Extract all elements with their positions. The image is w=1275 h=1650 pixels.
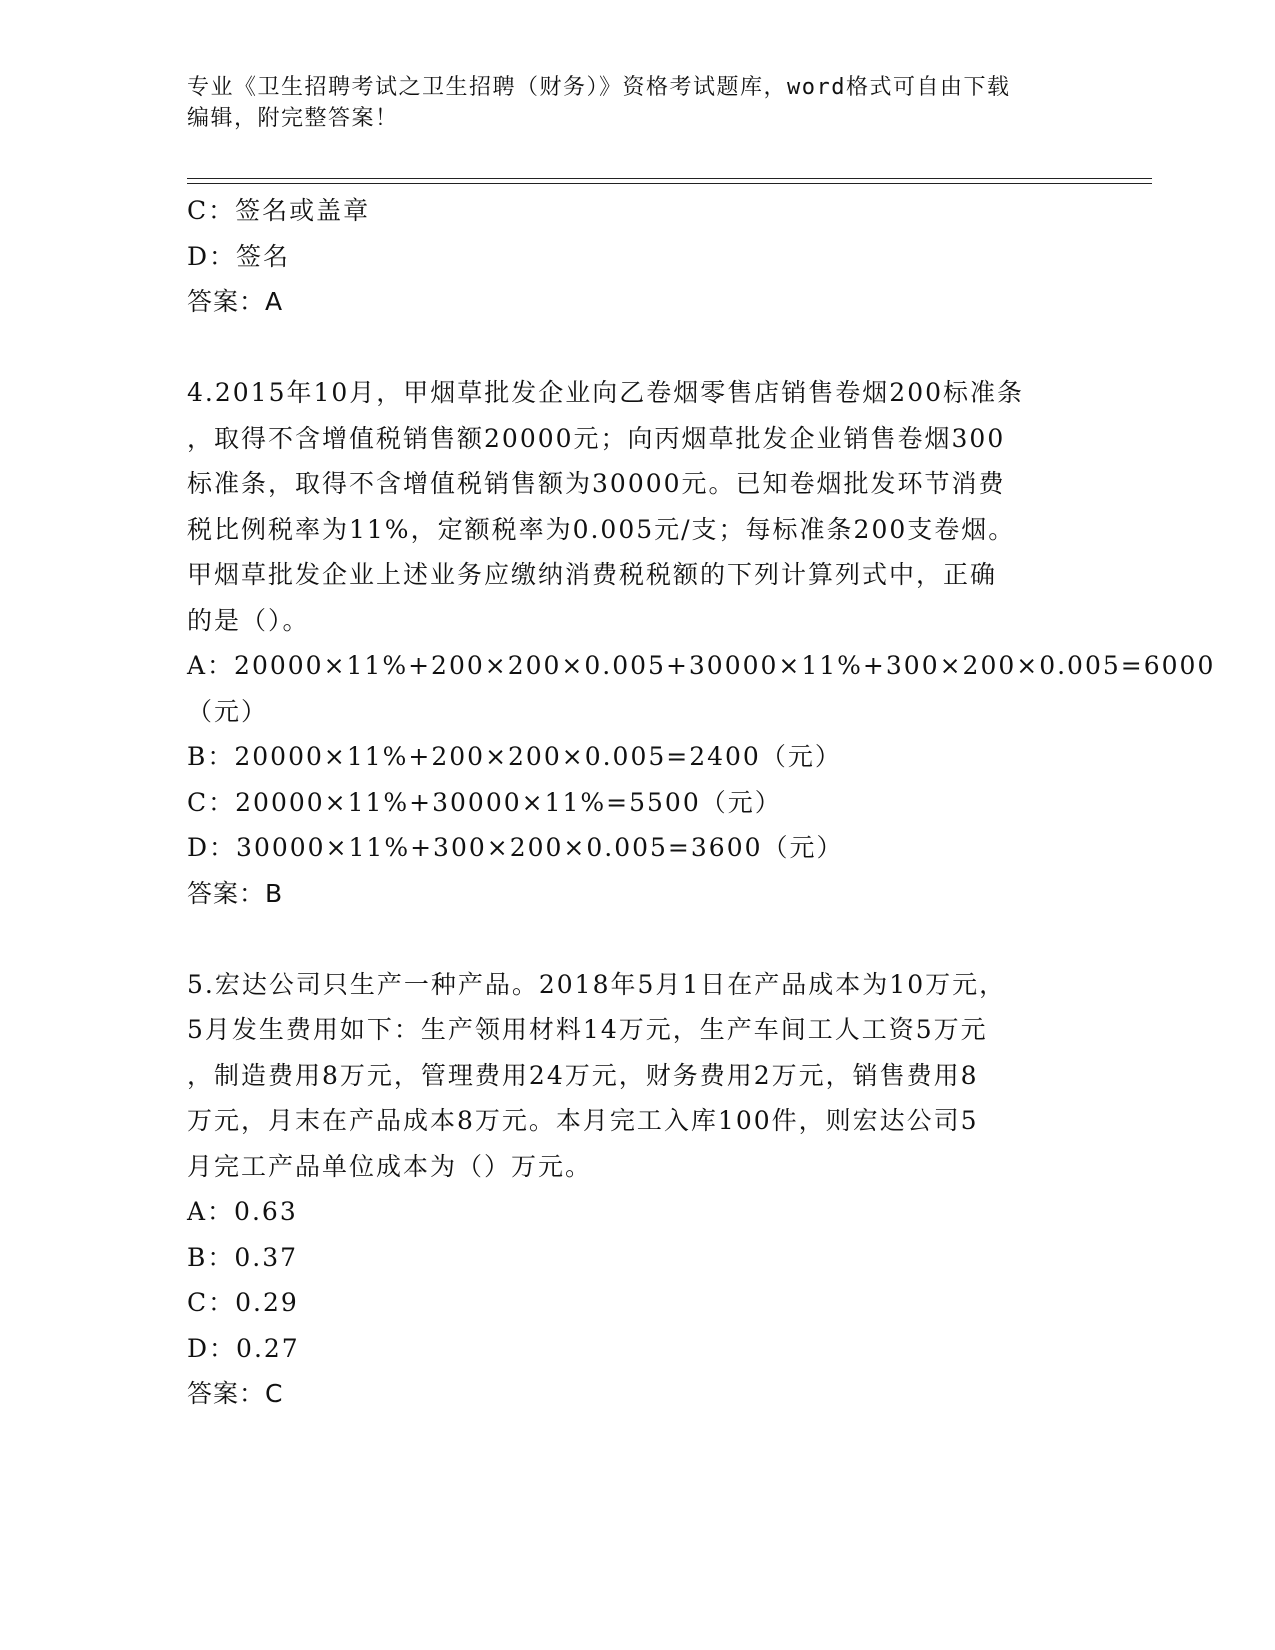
q4-stem-line-4: 税比例税率为11%，定额税率为0.005元/支；每标准条200支卷烟。 xyxy=(187,514,1016,544)
spacer xyxy=(187,916,1087,962)
document-body xyxy=(187,188,1216,1417)
header-line-1: 专业《卫生招聘考试之卫生招聘（财务）》资格考试题库，word格式可自由下载 xyxy=(187,75,1011,100)
q3-option-c: C：签名或盖章 xyxy=(187,196,371,225)
q4-option-a-cont: （元） xyxy=(187,696,269,726)
q4-answer: 答案：B xyxy=(187,878,284,908)
q4-stem-line-2: ，取得不含增值税销售额20000元；向丙烟草批发企业销售卷烟300 xyxy=(187,423,1006,453)
q4-stem-line-3: 标准条，取得不含增值税销售额为30000元。已知卷烟批发环节消费 xyxy=(187,469,1006,498)
q3-option-d: D：签名 xyxy=(187,241,291,271)
q4-option-c: C：20000×11%+30000×11%=5500（元） xyxy=(187,787,782,817)
q4-stem-line-6: 的是（）。 xyxy=(187,605,310,635)
q5-answer: 答案：C xyxy=(187,1379,284,1408)
q4-option-b: B：20000×11%+200×200×0.005=2400（元） xyxy=(187,742,842,771)
q5-option-a: A：0.63 xyxy=(187,1197,298,1226)
header-line-2: 编辑，附完整答案！ xyxy=(187,106,399,131)
q5-stem-line-2: 5月发生费用如下：生产领用材料14万元，生产车间工人工资5万元 xyxy=(187,1015,988,1044)
spacer xyxy=(187,325,1087,371)
q3-answer: 答案：A xyxy=(187,287,284,316)
q4-stem-line-1: 4.2015年10月，甲烟草批发企业向乙卷烟零售店销售卷烟200标准条 xyxy=(187,378,1025,407)
header-divider-top xyxy=(187,178,1152,179)
q4-option-a: A：20000×11%+200×200×0.005+30000×11%+300×200×0.005=6000 xyxy=(187,651,1216,680)
q5-stem-line-3: ，制造费用8万元，管理费用24万元，财务费用2万元，销售费用8 xyxy=(187,1060,979,1090)
q5-stem-line-5: 月完工产品单位成本为（）万元。 xyxy=(187,1151,593,1181)
q5-option-c: C：0.29 xyxy=(187,1288,299,1317)
q5-option-d: D：0.27 xyxy=(187,1333,300,1363)
q5-option-b: B：0.37 xyxy=(187,1242,299,1272)
q4-option-d: D：30000×11%+300×200×0.005=3600（元） xyxy=(187,833,844,862)
document-header xyxy=(187,72,1067,134)
q5-stem-line-4: 万元，月末在产品成本8万元。本月完工入库100件，则宏达公司5 xyxy=(187,1106,979,1135)
q5-stem-line-1: 5.宏达公司只生产一种产品。2018年5月1日在产品成本为10万元， xyxy=(187,969,1007,999)
q4-stem-line-5: 甲烟草批发企业上述业务应缴纳消费税税额的下列计算列式中，正确 xyxy=(187,560,998,589)
header-divider-bottom xyxy=(187,183,1152,184)
